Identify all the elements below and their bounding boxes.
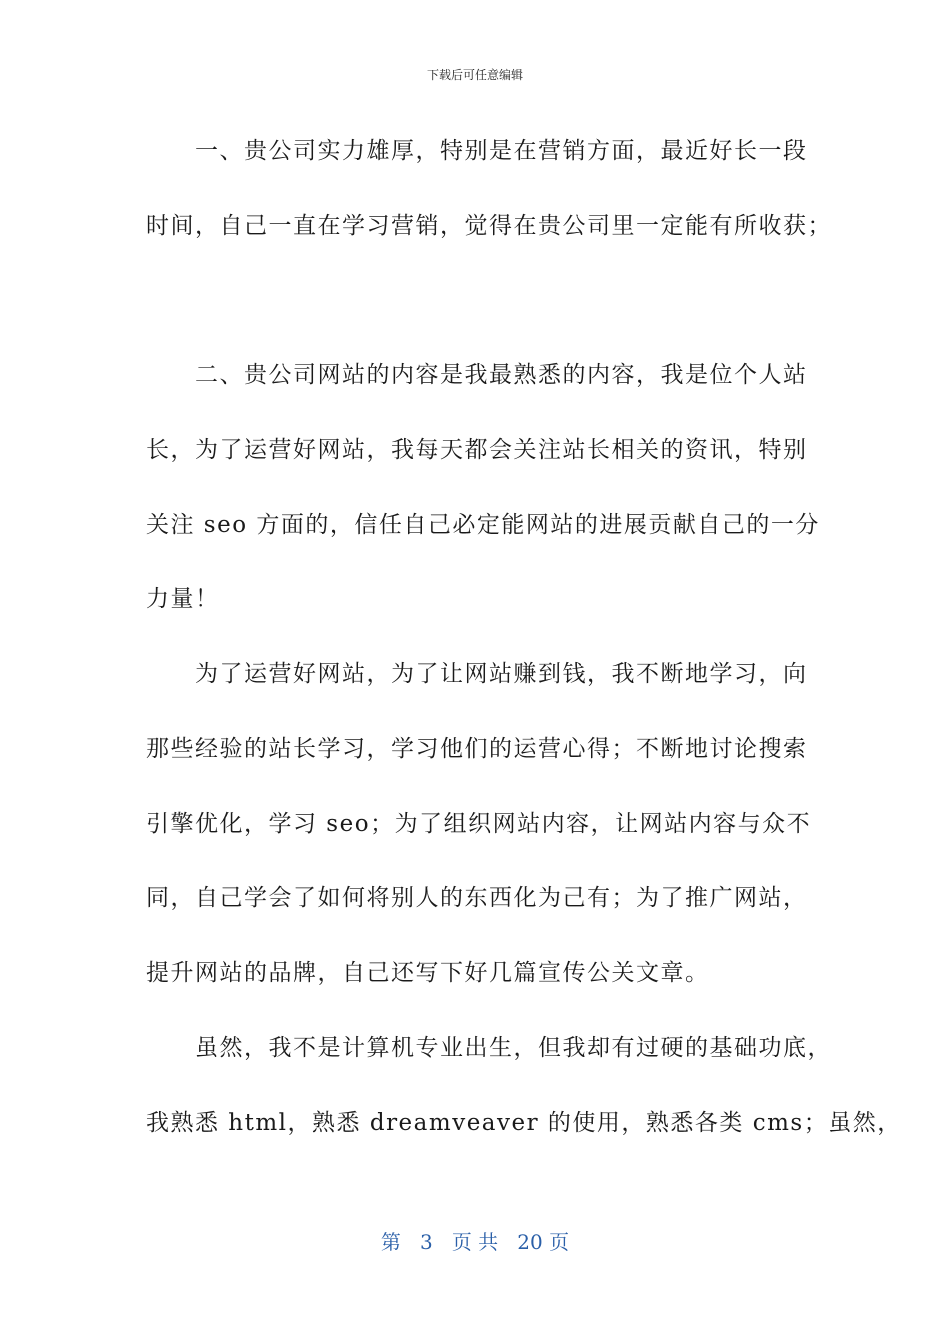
text-line: 那些经验的站长学习，学习他们的运营心得；不断地讨论搜索 [146, 736, 808, 762]
page-footer [0, 1226, 950, 1255]
text-line: 二、贵公司网站的内容是我最熟悉的内容，我是位个人站 [146, 362, 808, 388]
text-line: 提升网站的品牌，自己还写下好几篇宣传公关文章。 [146, 960, 710, 986]
page-total: 20 [517, 1230, 543, 1254]
text-line: 我熟悉 html，熟悉 dreamveaver 的使用，熟悉各类 cms；虽然， [146, 1110, 902, 1136]
text-line: 为了运营好网站，为了让网站赚到钱，我不断地学习，向 [146, 661, 808, 687]
text-line: 一、贵公司实力雄厚，特别是在营销方面，最近好长一段 [146, 138, 808, 164]
footer-mid: 页 共 [451, 1230, 499, 1254]
text-line: 长，为了运营好网站，我每天都会关注站长相关的资讯，特别 [146, 437, 808, 463]
text-line: 关注 seo 方面的，信任自己必定能网站的进展贡献自己的一分 [146, 512, 820, 538]
page-header: 下载后可任意编辑 [426, 68, 523, 82]
text-line: 引擎优化，学习 seo；为了组织网站内容，让网站内容与众不 [146, 811, 812, 837]
text-line: 同，自己学会了如何将别人的东西化为己有；为了推广网站， [146, 885, 808, 911]
text-line: 力量！ [146, 586, 220, 612]
page-number: 3 [420, 1230, 433, 1254]
footer-suffix: 页 [549, 1230, 570, 1254]
text-line: 时间，自己一直在学习营销，觉得在贵公司里一定能有所收获； [146, 213, 832, 239]
footer-prefix: 第 [380, 1230, 401, 1254]
text-line: 虽然，我不是计算机专业出生，但我却有过硬的基础功底， [146, 1035, 832, 1061]
